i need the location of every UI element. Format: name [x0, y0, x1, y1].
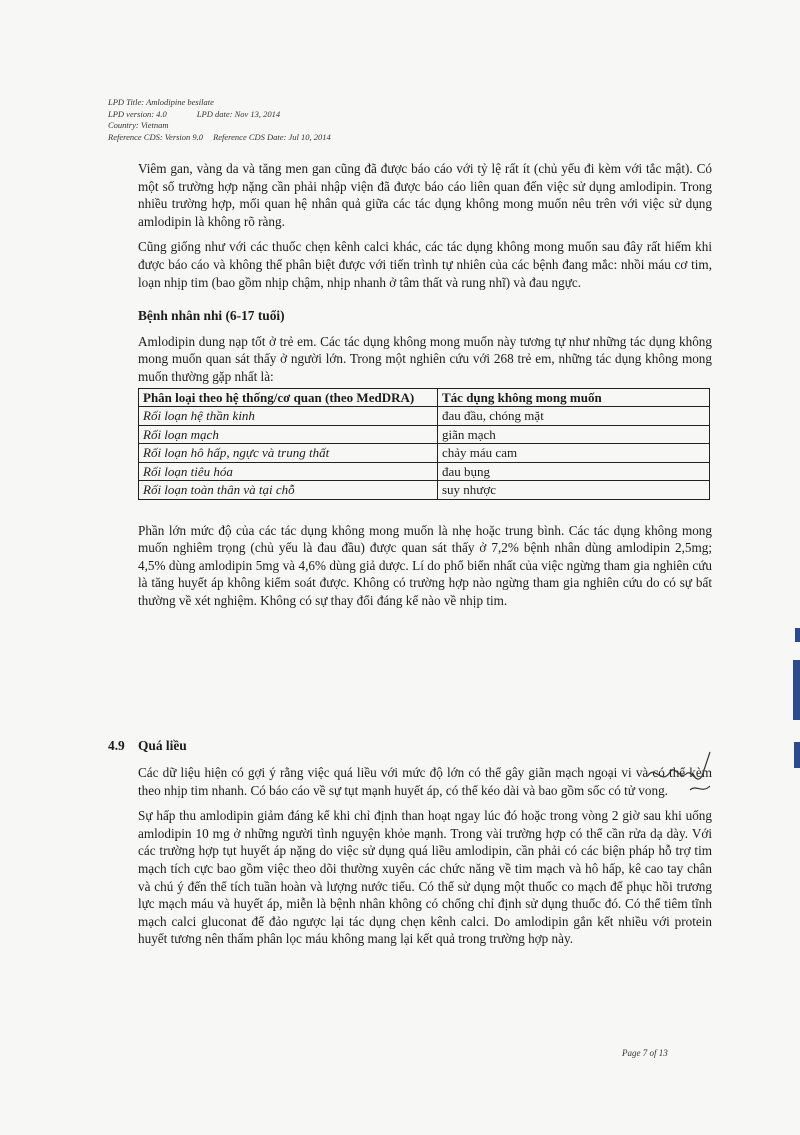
table-row [139, 444, 710, 463]
table-cell-effect: giãn mạch [438, 425, 710, 444]
adverse-effects-table [138, 388, 710, 500]
paragraph-hepatic: Viêm gan, vàng da và tăng men gan cũng đã được báo cáo với tỷ lệ rất ít (chủ yếu đi kèm với tắc mật). Có một số trường hợp nặng cần phải nhập viện đã được báo cáo liên quan đến việc sử dụng amlodipin. Trong nhiều trường hợp, mối quan hệ nhân quả giữa các tác dụng không mong muốn nêu trên với việc sử dụng amlodipin là không rõ ràng. [138, 161, 712, 229]
page-number: Page 7 of 13 [622, 1048, 668, 1058]
table-cell-effect: đau đầu, chóng mặt [438, 407, 710, 426]
scan-edge-mark [795, 628, 800, 642]
header-version-line [108, 109, 331, 121]
pediatric-heading: Bệnh nhân nhi (6-17 tuổi) [138, 308, 285, 324]
handwritten-signature [640, 746, 720, 806]
table-header-row [139, 388, 710, 407]
overdose-content [138, 764, 712, 956]
scan-edge-mark [793, 660, 800, 720]
paragraph-overdose-treatment: Sự hấp thu amlodipin giảm đáng kể khi chỉ định than hoạt ngay lúc đó hoặc trong vòng 2 giờ sau khi uống amlodipin 10 mg ở những người tình nguyện khỏe mạnh. Trong vài trường hợp có thể cần rửa dạ dày. Với các trường hợp tụt huyết áp nặng do việc sử dụng quá liều amlodipin, cần phải có các biện pháp hỗ trợ tim mạch tích cực bao gồm việc theo dõi thường xuyên các chức năng về tim mạch và hô hấp, kê cao tay chân và chú ý đến thể tích tuần hoàn và lượng nước tiểu. Có thể sử dụng một thuốc co mạch để phục hồi trương lực mạch máu và huyết áp, miễn là bệnh nhân không có chống chỉ định sử dụng thuốc đó. Có thể tiêm tĩnh mạch calci gluconat để đảo ngược lại tác dụng chẹn kênh calci. Do amlodipin gắn kết nhiều với protein huyết tương nên thẩm phân lọc máu không mang lại kết quả trong trường hợp này. [138, 808, 712, 947]
body-content [138, 160, 712, 618]
paragraph-pediatric: Amlodipin dung nạp tốt ở trẻ em. Các tác dụng không mong muốn này tương tự như những tác dụng không mong muốn quan sát thấy ở người lớn. Trong một nghiên cứu với 268 trẻ em, những tác dụng không mong muốn thường gặp nhất là: [138, 333, 712, 384]
table-row [139, 407, 710, 426]
document-header [108, 97, 331, 143]
section-number: 4.9 [108, 738, 125, 753]
table-cell-category: Rối loạn tiêu hóa [139, 462, 438, 481]
table-cell-category: Rối loạn hệ thần kinh [139, 407, 438, 426]
table-header-effect: Tác dụng không mong muốn [438, 388, 710, 407]
table-cell-category: Rối loạn toàn thân và tại chỗ [139, 481, 438, 500]
header-country: Country: Vietnam [108, 120, 169, 130]
header-cds-version: Reference CDS: Version 9.0 [108, 131, 204, 142]
paragraph-overdose-effects: Các dữ liệu hiện có gợi ý rằng việc quá liều với mức độ lớn có thể gây giãn mạch ngoại vi và có thể kèm theo nhịp tim nhanh. Có báo cáo về sự tụt mạnh huyết áp, có thể kéo dài và bao gồm sốc có tử vong. [138, 765, 712, 798]
table-header-category: Phân loại theo hệ thống/cơ quan (theo MedDRA) [139, 388, 438, 407]
header-cds-date: Reference CDS Date: Jul 10, 2014 [213, 131, 331, 142]
table-cell-category: Rối loạn hô hấp, ngực và trung thất [139, 444, 438, 463]
table-cell-effect: đau bụng [438, 462, 710, 481]
paragraph-severity: Phần lớn mức độ của các tác dụng không mong muốn là nhẹ hoặc trung bình. Các tác dụng không mong muốn nghiêm trọng (chủ yếu là đau đầu) được quan sát thấy ở 7,2% bệnh nhân dùng amlodipin 2,5mg; 4,5% dùng amlodipin 5mg và 4,6% dùng giả dược. Lí do phổ biến nhất của việc ngừng tham gia nghiên cứu là tăng huyết áp không kiểm soát được. Không có trường hợp nào ngừng tham gia nghiên cứu do có sự bất thường về xét nghiệm. Không có sự thay đổi đáng kể nào về nhịp tim. [138, 522, 712, 608]
header-cds-line [108, 132, 331, 144]
scan-edge-mark [794, 742, 800, 768]
section-heading-overdose [108, 738, 187, 754]
table-row [139, 425, 710, 444]
header-title: LPD Title: Amlodipine besilate [108, 97, 214, 107]
section-title: Quá liều [138, 738, 187, 753]
table-row [139, 462, 710, 481]
table-cell-effect: chảy máu cam [438, 444, 710, 463]
table-row [139, 481, 710, 500]
paragraph-calcium-blockers: Cũng giống như với các thuốc chẹn kênh calci khác, các tác dụng không mong muốn sau đây rất hiếm khi được báo cáo và không thể phân biệt được với tiến trình tự nhiên của các bệnh đang mắc: nhồi máu cơ tim, loạn nhịp tim (bao gồm nhịp chậm, nhịp nhanh ở tâm thất và rung nhĩ) và đau ngực. [138, 239, 712, 290]
header-date: LPD date: Nov 13, 2014 [196, 108, 281, 119]
table-cell-category: Rối loạn mạch [139, 425, 438, 444]
header-version: LPD version: 4.0 [108, 108, 167, 119]
table-cell-effect: suy nhược [438, 481, 710, 500]
